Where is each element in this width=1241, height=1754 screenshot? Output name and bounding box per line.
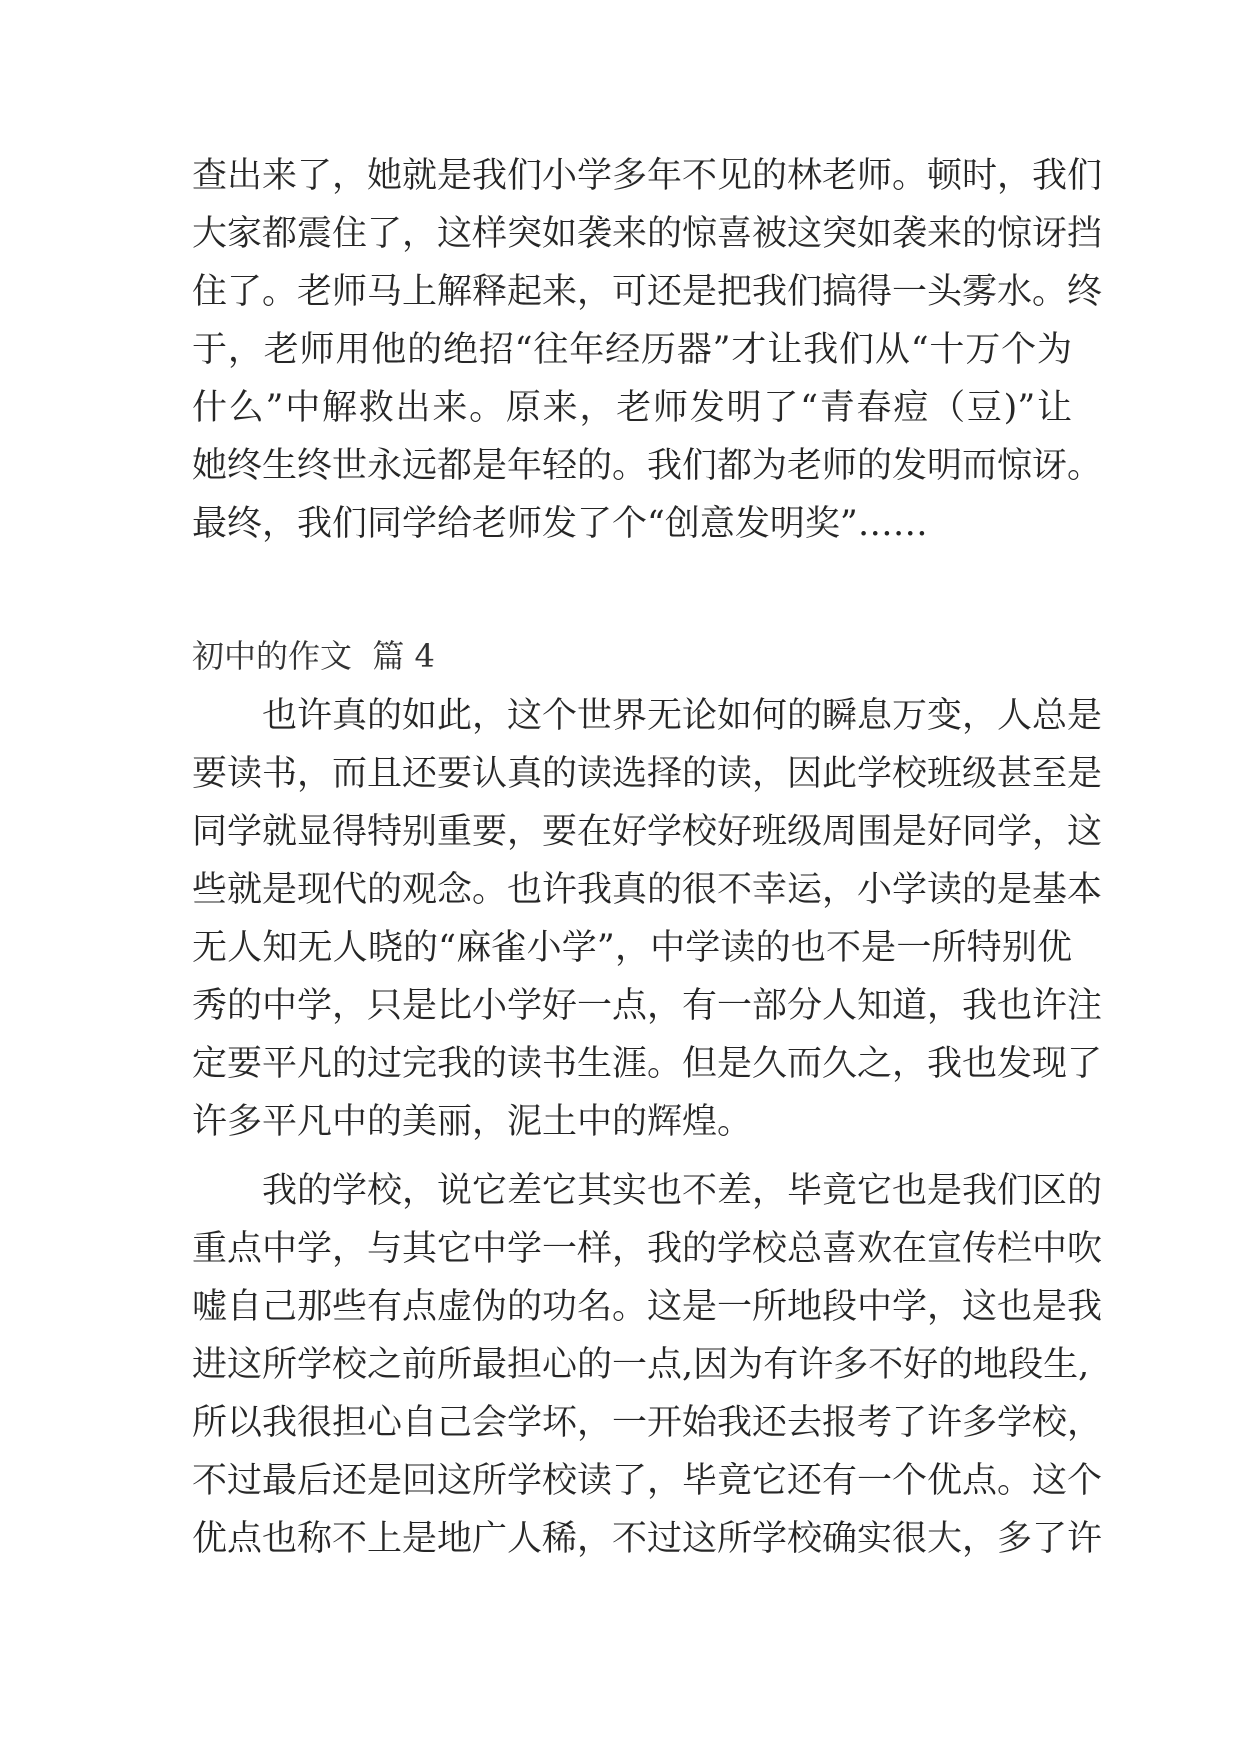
text-line: 我的学校，说它差它其实也不差，毕竟它也是我们区的: [262, 1171, 1103, 1211]
text-line: 什么”中解救出来。原来，老师发明了“青春痘（豆)”让: [192, 388, 1072, 428]
text-line: 许多平凡中的美丽，泥土中的辉煌。: [192, 1102, 753, 1142]
paragraph-2: [192, 1162, 1103, 1568]
text-line: 不过最后还是回这所学校读了，毕竟它还有一个优点。这个: [192, 1461, 1103, 1501]
paragraph-1: [192, 687, 1103, 1151]
text-line: 最终，我们同学给老师发了个“创意发明奖”……: [192, 504, 928, 544]
section-heading: [192, 627, 1072, 685]
text-line: 定要平凡的过完我的读书生涯。但是久而久之，我也发现了: [192, 1044, 1103, 1084]
text-line: 秀的中学，只是比小学好一点，有一部分人知道，我也许注: [192, 986, 1103, 1026]
text-line: 同学就显得特别重要，要在好学校好班级周围是好同学，这: [192, 812, 1103, 852]
text-line: 无人知无人晓的“麻雀小学”，中学读的也不是一所特别优: [192, 928, 1072, 968]
text-line: 住了。老师马上解释起来，可还是把我们搞得一头雾水。终: [192, 272, 1103, 312]
text-line: 她终生终世永远都是年轻的。我们都为老师的发明而惊讶。: [192, 446, 1103, 486]
text-line: 优点也称不上是地广人稀，不过这所学校确实很大，多了许: [192, 1519, 1103, 1559]
text-line: 查出来了，她就是我们小学多年不见的林老师。顿时，我们: [192, 156, 1103, 196]
text-line: 进这所学校之前所最担心的一点,因为有许多不好的地段生,: [192, 1345, 1090, 1385]
text-line: 些就是现代的观念。也许我真的很不幸运，小学读的是基本: [192, 870, 1103, 910]
text-line: 于，老师用他的绝招“往年经历器”才让我们从“十万个为: [192, 330, 1072, 370]
text-line: 所以我很担心自己会学坏，一开始我还去报考了许多学校，: [192, 1403, 1103, 1443]
text-line: 要读书，而且还要认真的读选择的读，因此学校班级甚至是: [192, 754, 1103, 794]
text-line: 重点中学，与其它中学一样，我的学校总喜欢在宣传栏中吹: [192, 1229, 1103, 1269]
text-line: 大家都震住了，这样突如袭来的惊喜被这突如袭来的惊讶挡: [192, 214, 1103, 254]
continued-paragraph: [192, 147, 1103, 553]
text-line: 嘘自己那些有点虚伪的功名。这是一所地段中学，这也是我: [192, 1287, 1103, 1327]
section-heading-text: 初中的作文 篇 4: [192, 637, 435, 675]
text-line: 也许真的如此，这个世界无论如何的瞬息万变，人总是: [262, 696, 1103, 736]
